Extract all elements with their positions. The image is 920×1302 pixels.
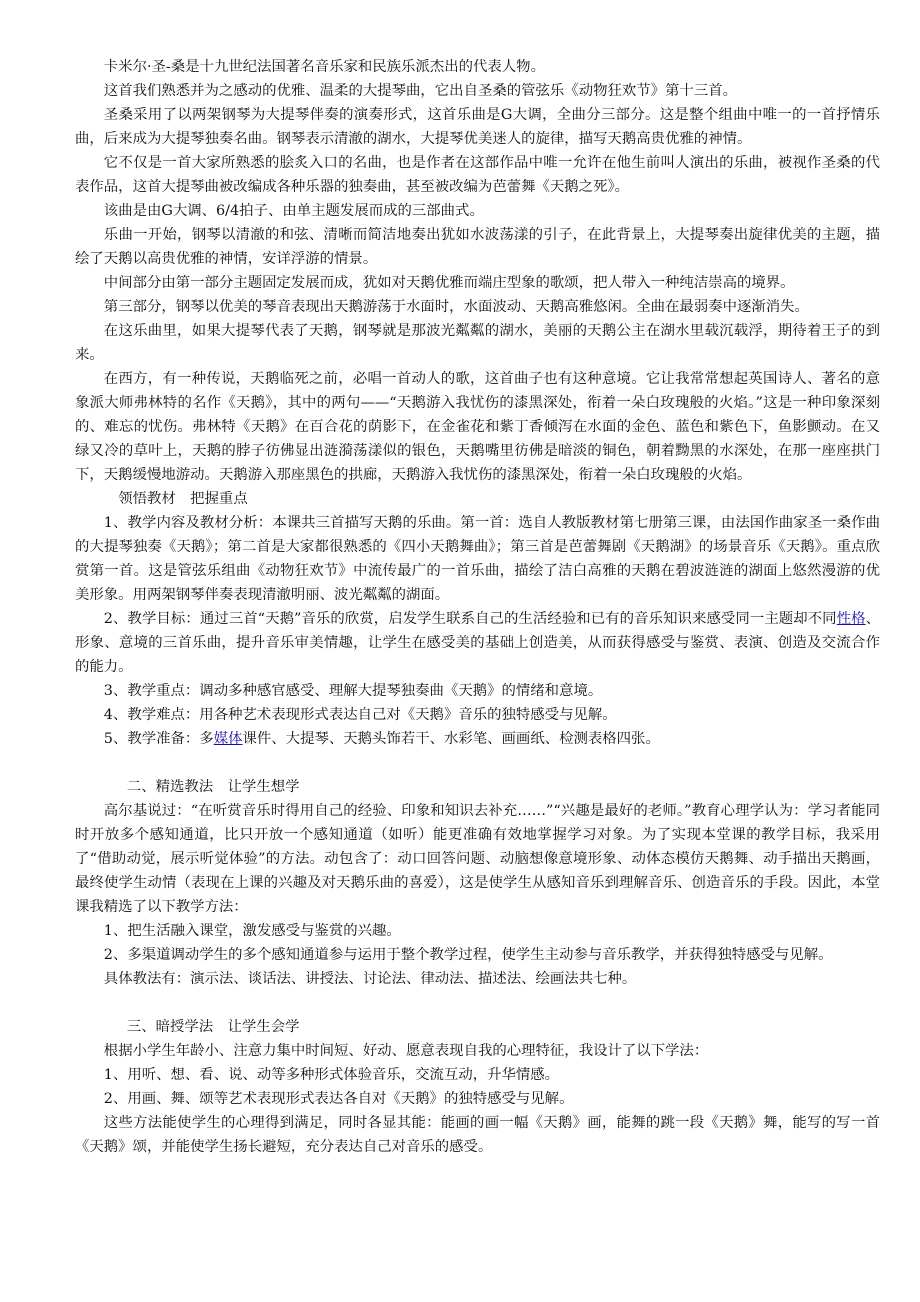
paragraph-method-2: 2、多渠道调动学生的多个感知通道参与运用于整个教学过程，使学生主动参与音乐教学，并获得独特感受与见解。 [103,947,833,963]
link-media[interactable]: 媒体 [213,731,243,747]
section-heading-2: 二、精选教法 让学生想学 [126,779,300,795]
paragraph-learning-2: 2、用画、舞、颂等艺术表现形式表达各自对《天鹅》的独特感受与见解。 [103,1091,574,1107]
paragraph-preparation [75,727,880,751]
goals-text-b: 、形象、意境的三首乐曲，提升音乐审美情趣，让学生在感受美的基础上创造美，从而获得感受与鉴赏、表演、创造及交流合作的能力。 [75,611,880,675]
spacer [75,751,880,775]
prep-text-b: 课件、大提琴、天鹅头饰若干、水彩笔、画画纸、检测表格四张。 [242,731,660,747]
paragraph-learning-1: 1、用听、想、看、说、动等多种形式体验音乐，交流互动，升华情感。 [103,1067,560,1083]
prep-text-a: 5、教学准备：多 [103,731,214,747]
paragraph-gorky: 高尔基说过：“在听赏音乐时得用自己的经验、印象和知识去补充……”“兴趣是最好的老师。”教育心理学认为：学习者能同时开放多个感知通道，比只开放一个感知通道（如听）能更准确有效地掌握学习对象。为了实现本堂课的教学目标，我采用了“借助动觉，展示听觉体验”的方法。动包含了：动口回答问题、动脑想像意境形象、动体态模仿天鹅舞、动手描出天鹅画，最终使学生动情（表现在上课的兴趣及对天鹅乐曲的喜爱），这是使学生从感知音乐到理解音乐、创造音乐的手段。因此，本堂课我精选了以下教学方法： [75,803,880,915]
paragraph-origin: 这首我们熟悉并为之感动的优雅、温柔的大提琴曲，它出自圣桑的管弦乐《动物狂欢节》第十三首。 [103,83,737,99]
paragraph-third: 第三部分，钢琴以优美的琴音表现出天鹅游荡于水面时，水面波动、天鹅高雅悠闲。全曲在最弱奏中逐渐消失。 [103,299,809,315]
paragraph-middle: 中间部分由第一部分主题固定发展而成，犹如对天鹅优雅而端庄型象的歌颂，把人带入一种纯洁崇高的境界。 [103,275,795,291]
paragraph-difficulty: 4、教学难点：用各种艺术表现形式表达自己对《天鹅》音乐的独特感受与见解。 [103,707,617,723]
paragraph-legend: 在西方，有一种传说，天鹅临死之前，必唱一首动人的歌，这首曲子也有这种意境。它让我常常想起英国诗人、著名的意象派大师弗林特的名作《天鹅》，其中的两句——“天鹅游入我忧伤的漆黑深处，衔着一朵白玫瑰般的火焰。”这是一种印象深刻的、难忘的忧伤。弗林特《天鹅》在百合花的荫影下，在金雀花和紫丁香倾泻在水面的金色、蓝色和紫色下，鱼影颤动。在又绿又冷的草叶上，天鹅的脖子彷佛显出涟漪荡漾似的银色，天鹅嘴里彷佛是暗淡的铜色，朝着黝黑的水深处，在那一座座拱门下，天鹅缓慢地游动。天鹅游入那座黑色的拱廊，天鹅游入我忧伤的漆黑深处，衔着一朵白玫瑰般的火焰。 [75,371,880,483]
paragraph-form: 圣桑采用了以两架钢琴为大提琴伴奏的演奏形式，这首乐曲是G大调，全曲分三部分。这是整个组曲中唯一的一首抒情乐曲，后来成为大提琴独奏名曲。钢琴表示清澈的湖水，大提琴优美迷人的旋律，描写天鹅高贵优雅的神情。 [75,107,880,147]
paragraph-content-analysis: 1、教学内容及教材分析：本课共三首描写天鹅的乐曲。第一首：选自人教版教材第七册第三课，由法国作曲家圣一桑作曲的大提琴独奏《天鹅》；第二首是大家都很熟悉的《四小天鹅舞曲》；第三首是芭蕾舞剧《天鹅湖》的场景音乐《天鹅》。重点欣赏第一首。这是管弦乐组曲《动物狂欢节》中流传最广的一首乐曲，描绘了洁白高雅的天鹅在碧波涟涟的湖面上悠然漫游的优美形象。用两架钢琴伴奏表现清澈明丽、波光粼粼的湖面。 [75,515,880,603]
paragraph-opening: 乐曲一开始，钢琴以清澈的和弦、清晰而简洁地奏出犹如水波荡漾的引子，在此背景上，大提琴奏出旋律优美的主题，描绘了天鹅以高贵优雅的神情，安详浮游的情景。 [75,227,880,267]
spacer [75,991,880,1015]
paragraph-conclusion: 这些方法能使学生的心理得到满足，同时各显其能：能画的画一幅《天鹅》画，能舞的跳一段《天鹅》舞，能写的写一首《天鹅》颂，并能使学生扬长避短，充分表达自己对音乐的感受。 [75,1115,880,1155]
paragraph-method-1: 1、把生活融入课堂，激发感受与鉴赏的兴趣。 [103,923,401,939]
paragraph-fame: 它不仅是一首大家所熟悉的脍炙入口的名曲，也是作者在这部作品中唯一允许在他生前叫人演出的乐曲，被视作圣桑的代表作品，这首大提琴曲被改编成各种乐器的独奏曲，甚至被改编为芭蕾舞《天鹅之死》。 [75,155,880,195]
paragraph-structure: 该曲是由G大调、6/4拍子、由单主题发展而成的三部曲式。 [103,203,484,219]
paragraph-intro: 卡米尔·圣-桑是十九世纪法国著名音乐家和民族乐派杰出的代表人物。 [103,59,545,75]
section-heading-1: 领悟教材 把握重点 [118,491,248,507]
paragraph-methods-list: 具体教法有：演示法、谈话法、讲授法、讨论法、律动法、描述法、绘画法共七种。 [103,971,637,987]
document-body [75,55,880,1159]
goals-text-a: 2、教学目标：通过三首“天鹅”音乐的欣赏，启发学生联系自己的生活经验和已有的音乐知识来感受同一主题却不同 [103,611,837,627]
section-heading-3: 三、暗授学法 让学生会学 [126,1019,300,1035]
paragraph-image: 在这乐曲里，如果大提琴代表了天鹅，钢琴就是那波光粼粼的湖水，美丽的天鹅公主在湖水里载沉载浮，期待着王子的到来。 [75,323,880,363]
paragraph-key-points: 3、教学重点：调动多种感官感受、理解大提琴独奏曲《天鹅》的情绪和意境。 [103,683,603,699]
paragraph-goals [75,607,880,679]
link-personality[interactable]: 性格 [836,611,866,627]
paragraph-learning-intro: 根据小学生年龄小、注意力集中时间短、好动、愿意表现自我的心理特征，我设计了以下学法： [103,1043,709,1059]
